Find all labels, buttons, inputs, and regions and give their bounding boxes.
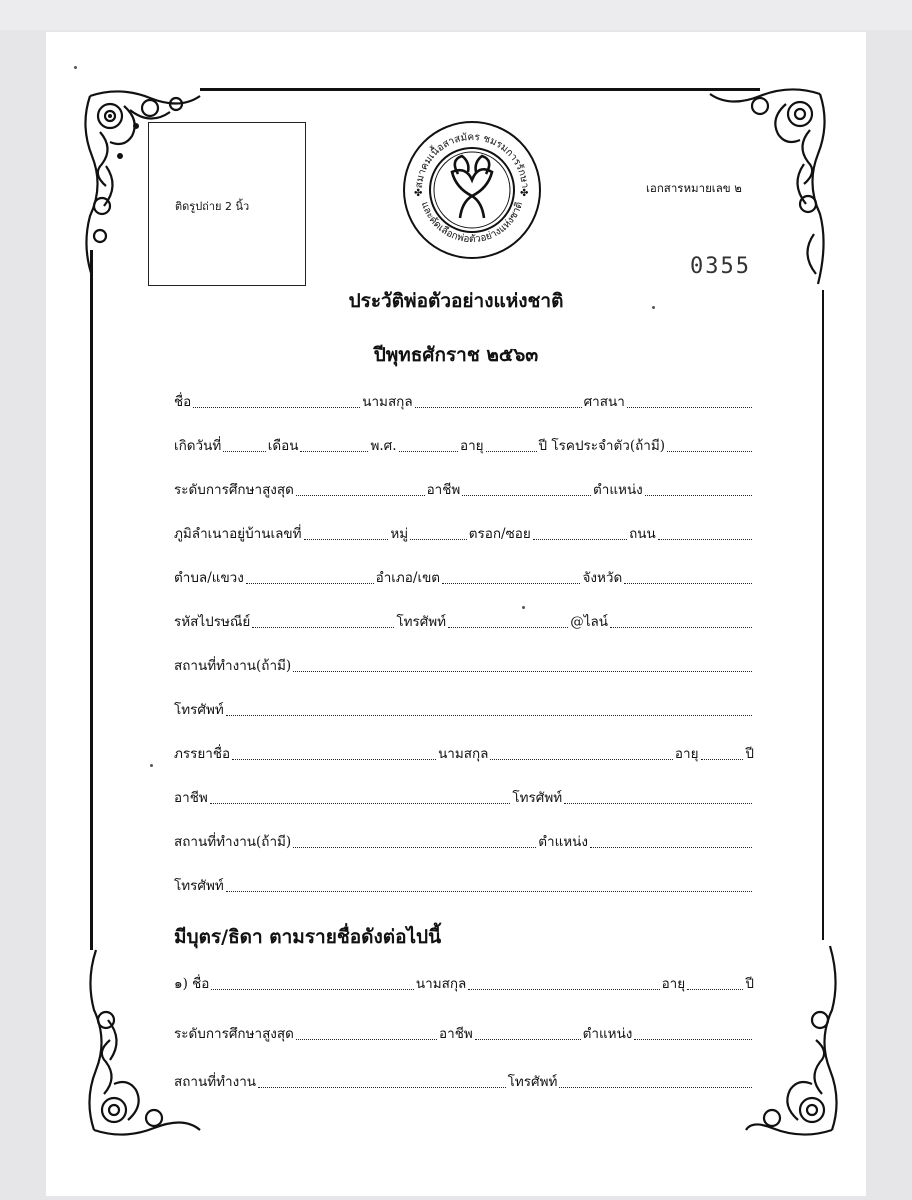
label-child-position: ตำแหน่ง: [582, 1026, 633, 1042]
form-title: ประวัติพ่อตัวอย่างแห่งชาติ: [348, 290, 564, 312]
label-address: ภูมิลำเนาอยู่บ้านเลขที่: [174, 526, 302, 542]
label-child-workplace: สถานที่ทำงาน: [174, 1074, 257, 1090]
row-father-birth: [174, 434, 754, 456]
label-position: ตำแหน่ง: [593, 482, 643, 498]
field-child-age[interactable]: [687, 989, 743, 990]
row-spouse-workplace: [174, 830, 754, 852]
label-occupation: อาชีพ: [426, 482, 461, 498]
field-child-position[interactable]: [634, 1039, 752, 1040]
label-line: @ไลน์: [570, 614, 609, 630]
label-spouse-age: อายุ: [674, 746, 699, 762]
label-work-phone: โทรศัพท์: [174, 702, 224, 718]
row-spouse-occupation: [174, 786, 754, 808]
field-house-no[interactable]: [304, 539, 389, 540]
field-child-occupation[interactable]: [475, 1039, 581, 1040]
field-district[interactable]: [442, 583, 580, 584]
field-spouse-work-phone[interactable]: [226, 891, 752, 892]
scan-speck: [652, 306, 655, 309]
row-father-workplace: [174, 654, 754, 676]
row-father-district: [174, 566, 754, 588]
label-child-phone: โทรศัพท์: [507, 1074, 558, 1090]
field-line[interactable]: [610, 627, 752, 628]
field-religion[interactable]: [627, 407, 752, 408]
row-father-contact: [174, 610, 754, 632]
row-father-name: [174, 390, 754, 412]
field-subdistrict[interactable]: [246, 583, 374, 584]
serial-stamp: 0355: [690, 254, 751, 279]
label-disease: ปี โรคประจำตัว(ถ้ามี): [538, 438, 666, 454]
label-name: ชื่อ: [174, 394, 192, 410]
row-spouse-name: [174, 742, 754, 764]
association-seal-icon: [400, 118, 544, 262]
label-district: อำเภอ/เขต: [375, 570, 441, 586]
svg-text:✤: ✤: [414, 188, 423, 199]
field-month[interactable]: [300, 451, 368, 452]
frame-right-line: [822, 290, 824, 940]
svg-text:สมาคมเนื้อสาสมัคร ชมรมการรักษา: สมาคมเนื้อสาสมัคร ชมรมการรักษา: [413, 131, 531, 189]
field-spouse-phone[interactable]: [564, 803, 752, 804]
label-spouse-phone: โทรศัพท์: [512, 790, 563, 806]
field-spouse-name[interactable]: [232, 759, 436, 760]
field-disease[interactable]: [667, 451, 752, 452]
ornament-bottom-right-icon: [742, 940, 842, 1140]
field-phone[interactable]: [448, 627, 568, 628]
label-spouse-surname: นามสกุล: [438, 746, 489, 762]
field-child-phone[interactable]: [559, 1087, 752, 1088]
label-child-education: ระดับการศึกษาสูงสุด: [174, 1026, 294, 1042]
scan-speck: [150, 764, 153, 767]
field-age[interactable]: [486, 451, 537, 452]
row-child-workplace: [174, 1070, 754, 1092]
label-religion: ศาสนา: [583, 394, 625, 410]
label-moo: หมู่: [390, 526, 409, 542]
field-work-phone[interactable]: [226, 715, 752, 716]
label-spouse-age-unit: ปี: [745, 746, 754, 762]
children-heading: มีบุตร/ธิดา ตามรายชื่อดังต่อไปนี้: [174, 926, 442, 948]
label-child-surname: นามสกุล: [415, 976, 467, 992]
field-road[interactable]: [658, 539, 752, 540]
field-spouse-occupation[interactable]: [210, 803, 511, 804]
field-spouse-age[interactable]: [701, 759, 744, 760]
field-province[interactable]: [624, 583, 752, 584]
label-child-age-unit: ปี: [745, 976, 754, 992]
field-child-name[interactable]: [211, 989, 414, 990]
label-education: ระดับการศึกษาสูงสุด: [174, 482, 294, 498]
row-child-name: [174, 972, 754, 994]
label-birth-day: เกิดวันที่: [174, 438, 222, 454]
label-phone: โทรศัพท์: [396, 614, 447, 630]
field-postcode[interactable]: [252, 627, 394, 628]
field-name[interactable]: [193, 407, 360, 408]
row-father-address: [174, 522, 754, 544]
field-position[interactable]: [645, 495, 752, 496]
label-spouse-position: ตำแหน่ง: [538, 834, 588, 850]
field-occupation[interactable]: [462, 495, 591, 496]
label-workplace: สถานที่ทำงาน(ถ้ามี): [174, 658, 292, 674]
field-education[interactable]: [296, 495, 425, 496]
field-spouse-workplace[interactable]: [293, 847, 536, 848]
label-postcode: รหัสไปรษณีย์: [174, 614, 251, 630]
label-spouse-occupation: อาชีพ: [174, 790, 208, 806]
label-surname: นามสกุล: [362, 394, 413, 410]
label-child-occupation: อาชีพ: [439, 1026, 473, 1042]
scan-speck: [522, 606, 525, 609]
svg-text:และคัดเลือกพ่อตัวอย่างแห่งชาติ: และคัดเลือกพ่อตัวอย่างแห่งชาติ: [418, 200, 526, 246]
field-year[interactable]: [399, 451, 458, 452]
scan-speck: [74, 66, 77, 69]
photo-placeholder: [148, 122, 306, 286]
row-father-education: [174, 478, 754, 500]
label-spouse-work-phone: โทรศัพท์: [174, 878, 224, 894]
field-surname[interactable]: [415, 407, 582, 408]
field-child-workplace[interactable]: [258, 1087, 506, 1088]
label-road: ถนน: [629, 526, 656, 542]
field-workplace[interactable]: [293, 671, 752, 672]
label-province: จังหวัด: [582, 570, 623, 586]
field-soi[interactable]: [533, 539, 627, 540]
label-soi: ตรอก/ซอย: [468, 526, 531, 542]
label-child-name: ๑) ชื่อ: [174, 976, 210, 992]
form-year: ปีพุทธศักราช ๒๕๖๓: [373, 344, 539, 366]
label-age: อายุ: [459, 438, 484, 454]
row-child-education: [174, 1022, 754, 1044]
label-spouse-name: ภรรยาชื่อ: [174, 746, 231, 762]
row-father-work-phone: [174, 698, 754, 720]
field-birth-day[interactable]: [223, 451, 265, 452]
photo-label: ติดรูปถ่าย 2 นิ้ว: [175, 200, 250, 213]
label-spouse-workplace: สถานที่ทำงาน(ถ้ามี): [174, 834, 292, 850]
frame-top-line: [200, 88, 760, 91]
label-month: เดือน: [267, 438, 299, 454]
field-child-surname[interactable]: [468, 989, 659, 990]
document-number-label: เอกสารหมายเลข ๒: [646, 181, 742, 195]
row-spouse-work-phone: [174, 874, 754, 896]
field-spouse-surname[interactable]: [490, 759, 672, 760]
label-child-age: อายุ: [661, 976, 686, 992]
viewer-top-bar: [0, 0, 912, 30]
field-moo[interactable]: [410, 539, 467, 540]
field-child-education[interactable]: [296, 1039, 437, 1040]
svg-text:✤: ✤: [520, 188, 529, 199]
label-year: พ.ศ.: [370, 438, 397, 454]
field-spouse-position[interactable]: [590, 847, 752, 848]
label-subdistrict: ตำบล/แขวง: [174, 570, 244, 586]
